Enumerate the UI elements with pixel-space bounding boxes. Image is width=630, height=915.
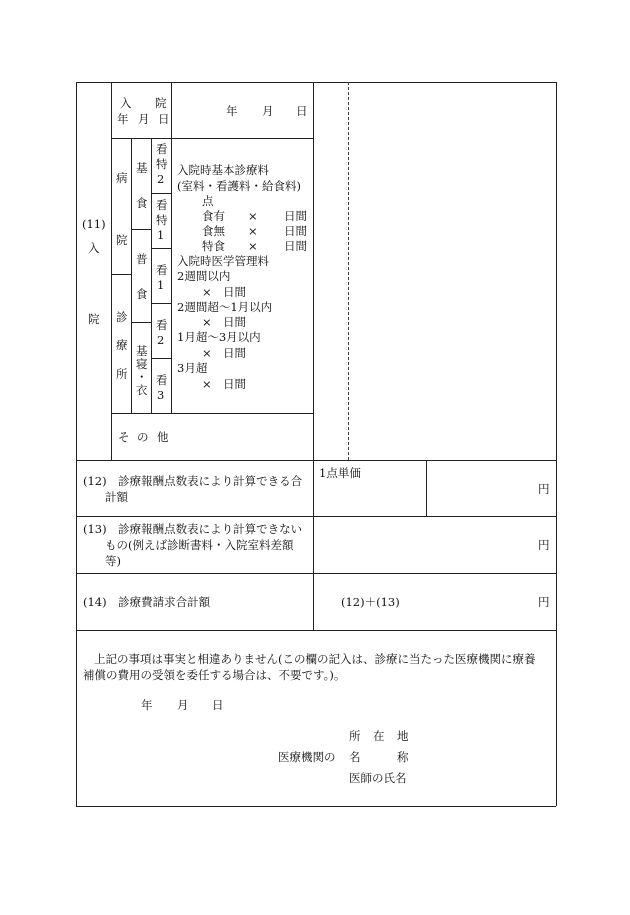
meal-special-times: ×: [248, 239, 258, 253]
name-char-1: 名: [349, 750, 361, 764]
other-char-3: 他: [157, 430, 169, 444]
nursing-tokkan1-char-1: 看: [156, 198, 168, 212]
meal-normal-char-2: 食: [136, 287, 148, 301]
management-fee-title: 入院時医学管理料: [177, 254, 269, 268]
facility-clinic-char-1: 診: [116, 310, 128, 324]
institution-label: 医療機関の: [278, 750, 336, 764]
section-11-number: (11): [82, 217, 106, 231]
period-2-label: 2週間超〜1月以内: [177, 300, 273, 314]
nursing-tokkan1-char-2: 特: [156, 213, 168, 227]
other-char-2: の: [137, 430, 149, 444]
section-12-label-line-1: (12) 診療報酬点数表により計算できる合: [83, 474, 303, 488]
period-3-days: 日間: [223, 346, 246, 360]
declaration-date-year: 年: [141, 698, 153, 712]
period-2-times: ×: [202, 315, 212, 329]
basic-fee-title: 入院時基本診療料: [177, 163, 269, 177]
meal-basic-char-2: 食: [136, 196, 148, 210]
admission-date-year: 年: [226, 104, 238, 118]
declaration-line-2: 補償の費用の受領を委任する場合は、不要です。)。: [83, 668, 346, 682]
section-13-label-line-2: もの(例えば診断書料・入院室料差額: [105, 538, 294, 552]
period-3-times: ×: [202, 346, 212, 360]
period-4-label: 3月超: [177, 361, 208, 375]
meal-without-times: ×: [248, 224, 258, 238]
section-14-label: (14) 診療費請求合計額: [83, 595, 211, 609]
period-4-days: 日間: [223, 377, 246, 391]
period-1-times: ×: [202, 285, 212, 299]
admission-date-month: 月: [262, 104, 274, 118]
meal-without-label: 食無: [202, 224, 225, 238]
section-12-yen: 円: [538, 482, 550, 496]
meal-special-days: 日間: [284, 239, 307, 253]
meal-with-label: 食有: [202, 209, 225, 223]
section-12-label-line-2: 計額: [105, 490, 128, 504]
nursing-tokkan2-char-3: 2: [157, 172, 165, 186]
section-13-label-line-3: 等): [105, 554, 121, 568]
declaration-date-day: 日: [212, 698, 224, 712]
address-char-2: 在: [373, 729, 385, 743]
doctor-name-label: 医師の氏名: [349, 771, 407, 785]
nursing-kan3-char-2: 3: [157, 388, 165, 402]
meal-with-days: 日間: [284, 209, 307, 223]
admission-date-day: 日: [296, 104, 308, 118]
meal-without-days: 日間: [284, 224, 307, 238]
section-14-yen: 円: [538, 595, 550, 609]
declaration-date-month: 月: [177, 698, 189, 712]
address-char-1: 所: [349, 729, 361, 743]
declaration-line-1: 上記の事項は事実と相違ありません(この欄の記入は、診療に当たった医療機関に療養: [94, 652, 536, 666]
unit-price-label: 1点単価: [319, 466, 361, 480]
section-13-label-line-1: (13) 診療報酬点数表により計算できない: [83, 522, 303, 536]
nursing-kan3-char-1: 看: [156, 373, 168, 387]
section-14-formula: (12)＋(13): [341, 595, 400, 609]
facility-hospital-char-2: 院: [116, 233, 128, 247]
period-1-label: 2週間以内: [177, 269, 231, 283]
section-13-yen: 円: [538, 538, 550, 552]
period-4-times: ×: [202, 377, 212, 391]
meal-bedding-char-1: 基: [136, 344, 148, 358]
meal-with-times: ×: [248, 209, 258, 223]
meal-bedding-char-3: ・: [136, 370, 148, 384]
nursing-tokkan1-char-3: 1: [157, 228, 165, 242]
admission-label-top-1: 入: [120, 96, 132, 110]
nursing-kan1-char-1: 看: [156, 263, 168, 277]
facility-hospital-char-1: 病: [116, 171, 128, 185]
nursing-kan1-char-2: 1: [157, 278, 165, 292]
nursing-kan2-char-2: 2: [157, 333, 165, 347]
basic-fee-points-unit: 点: [202, 194, 214, 208]
meal-basic-char-1: 基: [136, 161, 148, 175]
period-3-label: 1月超〜3月以内: [177, 330, 261, 344]
basic-fee-subtitle: (室料・看護料・給食料): [177, 179, 301, 193]
meal-bedding-char-2: 寝: [136, 357, 148, 371]
admission-label-bottom-2: 月: [138, 112, 150, 126]
admission-label-bottom-3: 日: [158, 112, 170, 126]
nursing-tokkan2-char-2: 特: [156, 157, 168, 171]
period-1-days: 日間: [223, 285, 246, 299]
period-2-days: 日間: [223, 315, 246, 329]
admission-label-top-2: 院: [155, 96, 167, 110]
address-char-3: 地: [397, 729, 409, 743]
facility-clinic-char-2: 療: [116, 338, 128, 352]
section-11-title-char-1: 入: [88, 241, 100, 255]
other-char-1: そ: [118, 430, 130, 444]
admission-label-bottom-1: 年: [117, 112, 129, 126]
section-11-title-char-2: 院: [88, 312, 100, 326]
facility-clinic-char-3: 所: [116, 367, 128, 381]
meal-normal-char-1: 普: [136, 252, 148, 266]
name-char-2: 称: [397, 750, 409, 764]
meal-special-label: 特食: [202, 239, 225, 253]
nursing-kan2-char-1: 看: [156, 318, 168, 332]
nursing-tokkan2-char-1: 看: [156, 142, 168, 156]
meal-bedding-char-4: 衣: [136, 383, 148, 397]
